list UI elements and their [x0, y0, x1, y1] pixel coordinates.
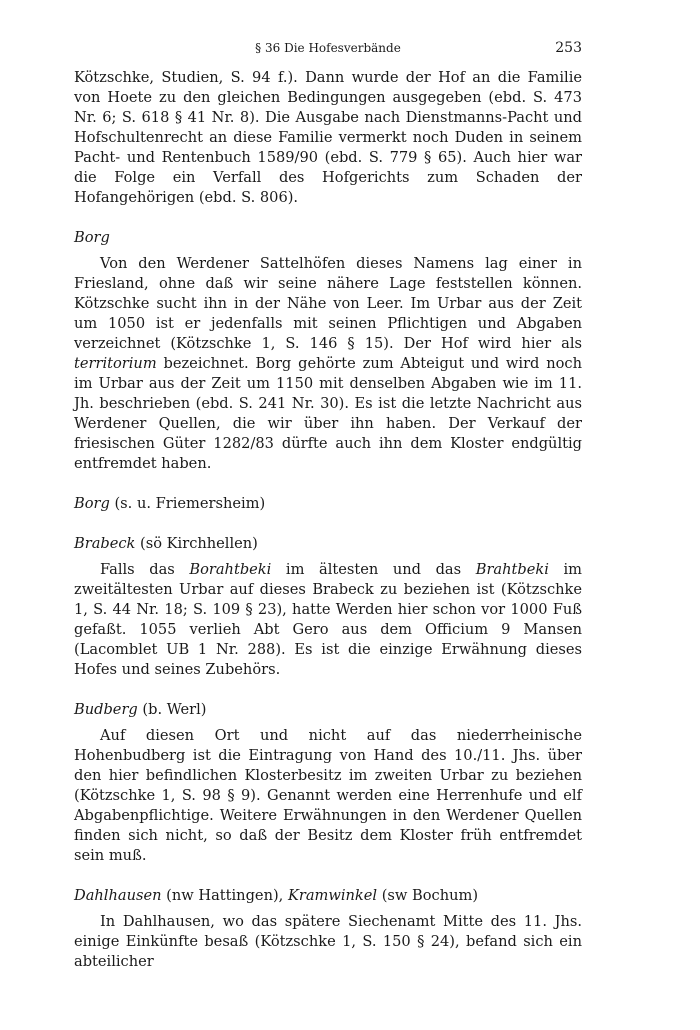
- continuation-paragraph: Kötzschke, Studien, S. 94 f.). Dann wurde der Hof an die Familie von Hoete zu den gleichen Bedingungen ausgegeben (ebd. S. 473 Nr. 6; S. 618 § 41 Nr. 8). Die Ausgabe nach Dienstmanns-Pacht und Hofschultenrecht an diese Familie vermerkt noch Duden in seinem Pacht- und Rentenbuch 1589/90 (ebd. S. 779 § 65). Auch hier war die Folge ein Verfall des Hofgerichts zum Schaden der Hofangehörigen (ebd. S. 806).: [74, 69, 582, 206]
- paragraph-borg: Von den Werdener Sattelhöfen dieses Namens lag einer in Friesland, ohne daß wir seine nähere Lage feststellen können. Kötzschke sucht ihn in der Nähe von Leer. Im Urbar aus der Zeit um 1050 ist er jedenfalls mit seinen Pflichtigen und Abgaben verzeichnet (Kötzschke 1, S. 146 § 15). Der Hof wird hier als territorium bezeichnet. Borg gehörte zum Abteigut und wird noch im Urbar aus der Zeit um 1150 mit denselben Abgaben wie im 11. Jh. beschrieben (ebd. S. 241 Nr. 30). Es ist die letzte Nachricht aus Werdener Quellen, die wir über ihn haben. Der Verkauf der friesischen Güter 1282/83 dürfte auch ihn dem Kloster endgültig entfremdet haben.: [74, 255, 582, 472]
- heading-place: Dahlhausen: [74, 887, 162, 904]
- paragraph-budberg: Auf diesen Ort und nicht auf das niederrheinische Hohenbudberg ist die Eintragung von Hand des 10./11. Jhs. über den hier befindlichen Klosterbesitz im zweiten Urbar zu beziehen (Kötzschke 1, S. 98 § 9). Genannt werden eine Herrenhufe und elf Abgabenpflichtige. Weitere Erwähnungen in den Werdener Quellen finden sich nicht, so daß der Besitz dem Kloster früh entfremdet sein muß.: [74, 727, 582, 864]
- document-page: [74, 40, 582, 972]
- heading-location: (sö Kirchhellen): [135, 535, 258, 552]
- section-heading-budberg: [74, 700, 582, 720]
- heading-location: (s. u. Friemersheim): [109, 495, 266, 512]
- heading-location-secondary: (sw Bochum): [377, 887, 479, 904]
- running-title: § 36 Die Hofesverbände: [255, 41, 401, 55]
- heading-place: Budberg: [74, 701, 138, 718]
- italic-term: Borahtbeki: [189, 561, 272, 578]
- heading-place: Borg: [74, 229, 110, 246]
- paragraph-dahlhausen: In Dahlhausen, wo das spätere Siechenamt Mitte des 11. Jhs. einige Einkünfte besaß (Kötzschke 1, S. 150 § 24), befand sich ein abteilicher: [74, 913, 582, 970]
- section-heading-borg-reference: [74, 494, 582, 514]
- italic-term: Brahtbeki: [475, 561, 549, 578]
- section-heading-borg: [74, 228, 582, 248]
- page-number: 253: [555, 40, 582, 56]
- section-heading-dahlhausen: [74, 886, 582, 906]
- heading-location: (b. Werl): [137, 701, 207, 718]
- heading-place-secondary: Kramwinkel: [287, 887, 378, 904]
- italic-term: territorium: [74, 355, 157, 372]
- running-header: [74, 40, 582, 62]
- heading-location: (nw Hattingen),: [161, 887, 288, 904]
- paragraph-brabeck: Falls das Borahtbeki im ältesten und das Brahtbeki im zweitältesten Urbar auf dieses Brabeck zu beziehen ist (Kötzschke 1, S. 44 Nr. 18; S. 109 § 23), hatte Werden hier schon vor 1000 Fuß gefaßt. 1055 verlieh Abt Gero aus dem Officium 9 Mansen (Lacomblet UB 1 Nr. 288). Es ist die einzige Erwähnung dieses Hofes und seines Zubehörs.: [74, 561, 582, 678]
- heading-place: Brabeck: [74, 535, 136, 552]
- heading-place: Borg: [74, 495, 110, 512]
- section-heading-brabeck: [74, 534, 582, 554]
